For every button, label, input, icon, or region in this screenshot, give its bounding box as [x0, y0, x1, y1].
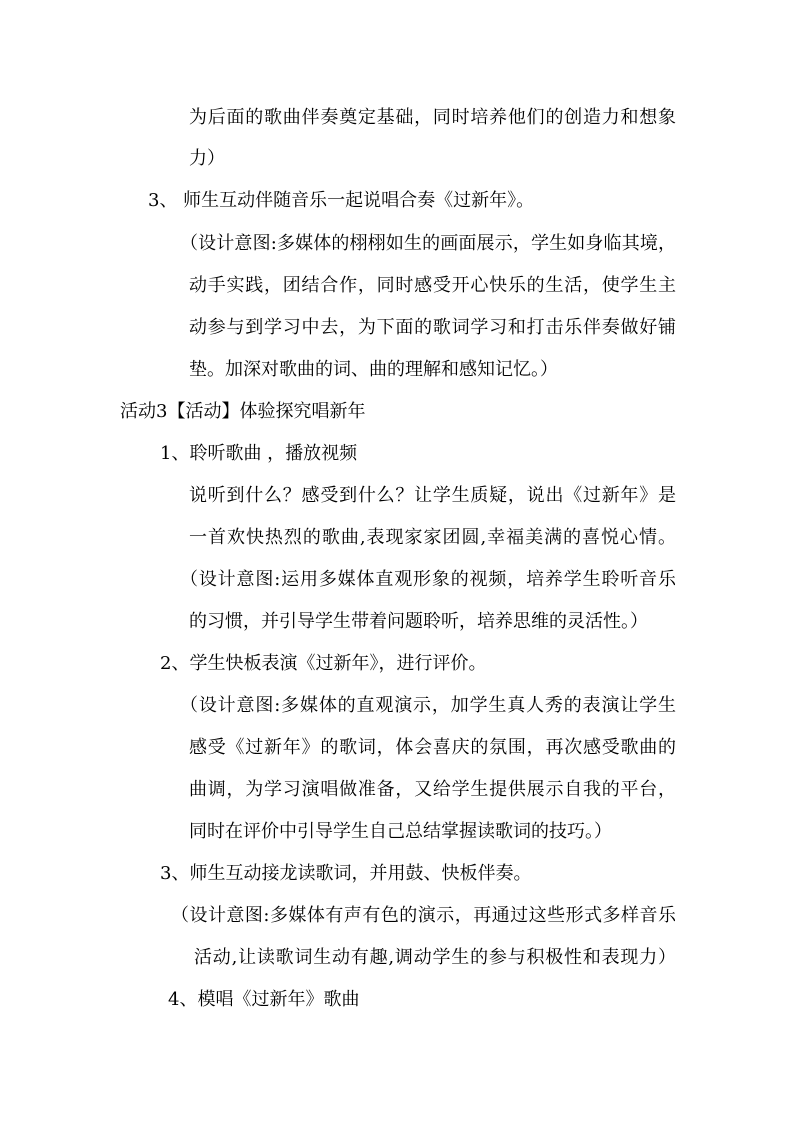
list-item-heading: 3、师生互动接龙读歌词，并用鼓、快板伴奏。: [160, 863, 532, 884]
list-item-heading: 4、模唱《过新年》歌曲: [168, 989, 360, 1010]
section-heading: 活动3【活动】体验探究唱新年: [120, 401, 366, 422]
text-line: 垫。加深对歌曲的词、曲的理解和感知记忆。）: [189, 359, 558, 380]
text-line: （设计意图:运用多媒体直观形象的视频，培养学生聆听音乐: [180, 569, 676, 590]
text-line: 动参与到学习中去，为下面的歌词学习和打击乐伴奏做好铺: [189, 317, 676, 338]
list-item-heading: 1、聆听歌曲 ，播放视频: [160, 443, 358, 464]
list-item-heading: 2、学生快板表演《过新年》，进行评价。: [160, 653, 487, 674]
text-line: 一首欢快热烈的歌曲,表现家家团圆,幸福美满的喜悦心情。: [189, 527, 676, 548]
text-line: （设计意图:多媒体的栩栩如生的画面展示，学生如身临其境，: [180, 233, 676, 254]
text-line: 同时在评价中引导学生自己总结掌握读歌词的技巧。）: [189, 821, 612, 842]
text-line: 活动,让读歌词生动有趣,调动学生的参与积极性和表现力）: [194, 947, 676, 968]
text-line: （设计意图:多媒体的直观演示，加学生真人秀的表演让学生: [180, 695, 676, 716]
text-line: 力）: [189, 148, 225, 169]
text-line: （设计意图:多媒体有声有色的演示，再通过这些形式多样音乐: [171, 905, 676, 926]
text-line: 曲调，为学习演唱做准备，又给学生提供展示自我的平台，: [189, 779, 676, 800]
text-line: 动手实践，团结合作，同时感受开心快乐的生活，使学生主: [189, 275, 676, 296]
text-line: 的习惯，并引导学生带着问题聆听，培养思维的灵活性。）: [189, 611, 648, 632]
text-line: 为后面的歌曲伴奏奠定基础，同时培养他们的创造力和想象: [189, 107, 676, 128]
text-line: 感受《过新年》的歌词，体会喜庆的氛围，再次感受歌曲的: [189, 737, 676, 758]
list-item-heading: 3、 师生互动伴随音乐一起说唱合奏《过新年》。: [148, 190, 535, 211]
text-line: 说听到什么？感受到什么？让学生质疑，说出《过新年》是: [189, 485, 676, 506]
